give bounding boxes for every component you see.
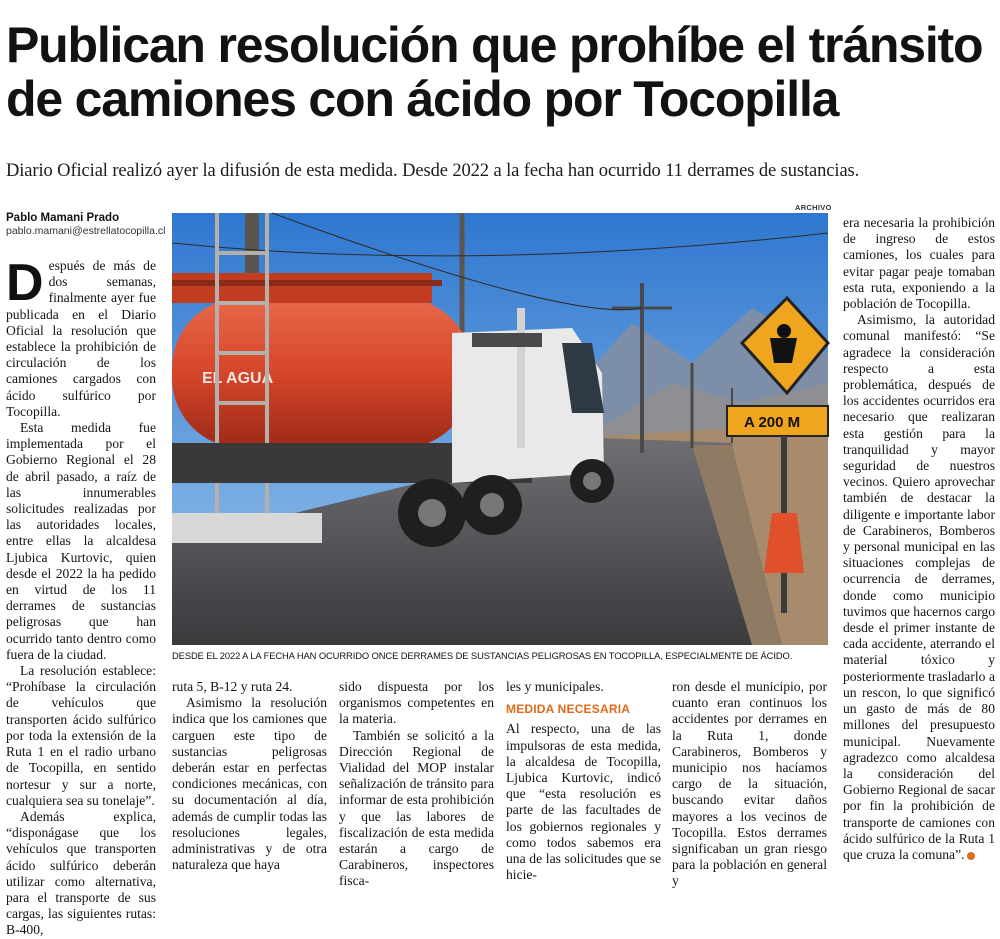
paragraph: ruta 5, B-12 y ruta 24.: [172, 679, 293, 694]
paragraph: era necesaria la prohibición de ingreso de estos camiones, los cuales para evitar pagar peaje tomaban esta ruta, exponiendo a la población de Tocopilla.: [843, 215, 995, 312]
paragraph: sido dispuesta por los organismos competentes en la materia.: [339, 679, 494, 727]
road-sign-text: A 200 M: [744, 414, 801, 431]
paragraph: Asimismo la resolución indica que los camiones que carguen este tipo de sustancias peligrosas deberán estar en perfectas condiciones mecánicas, con su documentación al día, además de cumplir todas las resoluciones legales, administrativas y de otra naturaleza que haya: [172, 695, 327, 873]
paragraph: También se solicitó a la Dirección Regional de Vialidad del MOP instalar señalización de tránsito para informar de esta prohibición y que las labores de fiscalización de esta medida estarán a cargo de Carabineros, inspectores fisca-: [339, 727, 494, 889]
lead-text: espués de más de dos semanas, finalmente ayer fue publicada en el Diario Oficial la resolución que establece la prohibición de circulación de los camiones cargados con ácido sulfúrico por Tocopilla.: [6, 258, 156, 419]
photo-caption: DESDE EL 2022 A LA FECHA HAN OCURRIDO ONCE DERRAMES DE SUSTANCIAS PELIGROSAS EN TOCOPILLA, ESPECIALMENTE DE ÁCIDO.: [172, 650, 793, 661]
article-column-1: [6, 254, 156, 938]
paragraph: La resolución establece: “Prohíbase la circulación de vehículos que transporten ácido sulfúrico por toda la extensión de la Ruta 1 en el radio urbano de Tocopilla, en sentido nortesur y sur a norte, cualquiera sea su tonelaje”.: [6, 663, 156, 808]
author-email: pablo.mamani@estrellatocopilla.cl: [6, 225, 166, 237]
article-headline: Publican resolución que prohíbe el tránsito de camiones con ácido por Tocopilla: [6, 17, 983, 127]
end-mark-icon: [967, 852, 975, 860]
closing-quote: Asimismo, la autoridad comunal manifestó: “Se agradece la consideración respecto a esta problemática, después de los accidentes ocurridos era necesario que realizaran esta gestión para la tranquilidad y mayor seguridad de nuestros vecinos. Quiero aprovechar también de destacar la diligente e importante labor de Carabineros, Bomberos y personal municipal en las situaciones complejas de ocurrencia de derrames, donde como municipio tuvimos que hacernos cargo desde el primer instante de cada accidente, aterrando el material tóxico y posteriormente trasladarlo a un rescon, lo que significó un gasto de más de 80 millones del presupuesto municipal. Nuevamente agradezco como alcaldesa la consideración del Gobierno Regional de sacar por fin la prohibición de transporte de camiones con ácido sulfúrico de la Ruta 1 que cruza la comuna”.: [843, 312, 995, 862]
article-deck: Diario Oficial realizó ayer la difusión de esta medida. Desde 2022 a la fecha han ocurrido 11 derrames de sustancias.: [6, 161, 860, 181]
truck-road-photo: [172, 213, 828, 645]
byline: [6, 211, 171, 238]
article-column-4: [506, 652, 661, 883]
paragraph: [843, 312, 995, 863]
photo-credit: ARCHIVO: [795, 203, 832, 212]
author-name: Pablo Mamani Prado: [6, 212, 120, 224]
section-subhead: MEDIDA NECESARIA: [506, 702, 631, 717]
lead-paragraph: [6, 254, 156, 420]
article-photo: [172, 213, 828, 645]
paragraph: Además explica, “disponágase que los vehículos que transporten ácido sulfúrico deberán utilizar como alternativa, para el transporte de sus cargas, las siguientes rutas: B-400,: [6, 808, 156, 938]
article-column-6: [843, 215, 995, 873]
article-column-2: [172, 652, 327, 873]
tank-lettering: EL AGUA: [202, 370, 274, 387]
article-column-5: [672, 652, 827, 889]
paragraph: Al respecto, una de las impulsoras de esta medida, la alcaldesa de Tocopilla, Ljubica Kurtovic, indicó que “esta resolución es parte de las facultades de los gobiernos regionales y como todos sabemos era una de las solicitudes que se hicie-: [506, 721, 661, 883]
paragraph: ron desde el municipio, por cuanto eran continuos los accidentes por derrames en la Ruta 1, donde Carabineros, Bomberos y municipio nos hacíamos cargo de la situación, buscando evitar daños mayores a los vecinos de Tocopilla. Estos derrames significaban un gran riesgo para la población en general y: [672, 679, 827, 889]
paragraph: les y municipales.: [506, 679, 604, 694]
paragraph: Esta medida fue implementada por el Gobierno Regional el 28 de abril pasado, a raíz de las innumerables solicitudes realizadas por las autoridades locales, entre ellas la alcaldesa Ljubica Kurtovic, quien desde el 2022 la ha pedido en virtud de los 11 derrames de sustancias peligrosas que han ocurrido tanto dentro como fuera de la ciudad.: [6, 420, 156, 662]
drop-cap: D: [6, 254, 44, 312]
article-column-3: [339, 652, 494, 889]
